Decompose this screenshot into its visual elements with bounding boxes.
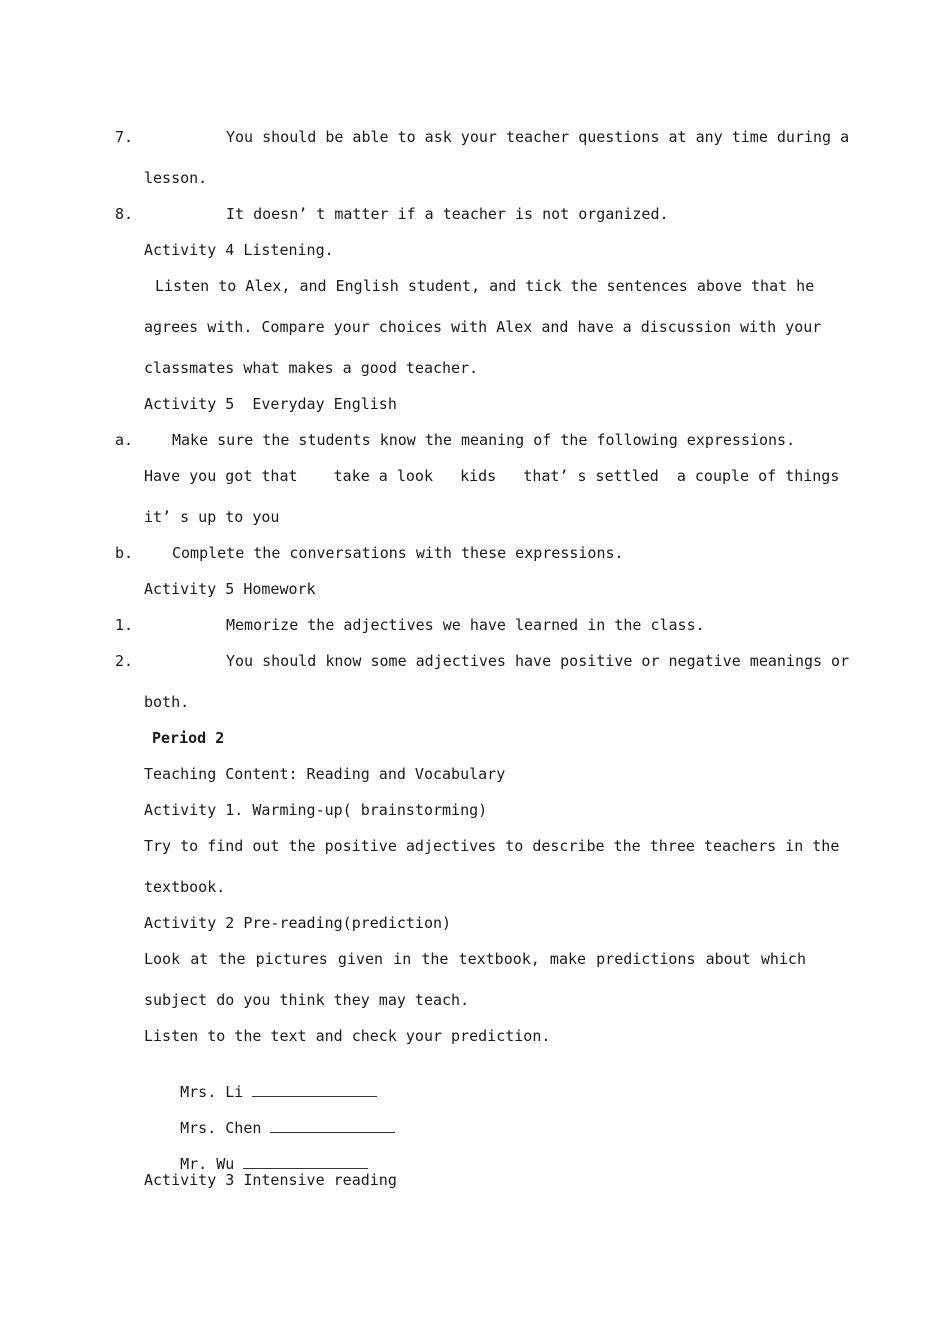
mrs-chen-row: [144, 1098, 395, 1137]
mr-wu-row: [144, 1134, 368, 1173]
activity-2-text-line3: Listen to the text and check your prediction.: [144, 1027, 551, 1045]
activity-1-text-line2: textbook.: [144, 878, 226, 896]
homework-2-number: 2.: [115, 652, 134, 670]
homework-1-text: Memorize the adjectives we have learned in the class.: [226, 616, 705, 634]
mrs-li-blank[interactable]: [252, 1082, 377, 1097]
mr-wu-blank[interactable]: [243, 1154, 368, 1169]
homework-1-number: 1.: [115, 616, 134, 634]
expressions-line1: Have you got that take a look kids that’ s settled a couple of things: [144, 467, 840, 485]
item-7-text-line1: You should be able to ask your teacher questions at any time during a: [226, 128, 850, 146]
mr-wu-label: Mr. Wu: [180, 1155, 244, 1173]
item-7-number: 7.: [115, 128, 134, 146]
item-8-text: It doesn’ t matter if a teacher is not organized.: [226, 205, 669, 223]
activity-4-text-line3: classmates what makes a good teacher.: [144, 359, 479, 377]
activity-3-title: Activity 3 Intensive reading: [144, 1171, 397, 1189]
homework-2-text-line2: both.: [144, 693, 190, 711]
activity-2-text-line2: subject do you think they may teach.: [144, 991, 470, 1009]
activity-4-title: Activity 4 Listening.: [144, 241, 334, 259]
activity-5-title: Activity 5 Everyday English: [144, 395, 397, 413]
mrs-li-row: [144, 1062, 377, 1101]
activity-2-title: Activity 2 Pre-reading(prediction): [144, 914, 452, 932]
activity-1-title: Activity 1. Warming-up( brainstorming): [144, 801, 488, 819]
activity-5-b-number: b.: [115, 544, 134, 562]
expressions-line2: it’ s up to you: [144, 508, 280, 526]
item-8-number: 8.: [115, 205, 134, 223]
homework-2-text-line1: You should know some adjectives have positive or negative meanings or: [226, 652, 850, 670]
activity-5-b-text: Complete the conversations with these expressions.: [172, 544, 624, 562]
activity-2-text-line1: Look at the pictures given in the textbook, make predictions about which: [144, 950, 806, 968]
activity-4-text-line2: agrees with. Compare your choices with Alex and have a discussion with your: [144, 318, 822, 336]
mrs-chen-label: Mrs. Chen: [180, 1119, 271, 1137]
item-7-text-line2: lesson.: [144, 169, 208, 187]
mrs-li-label: Mrs. Li: [180, 1083, 253, 1101]
homework-title: Activity 5 Homework: [144, 580, 316, 598]
teaching-content: Teaching Content: Reading and Vocabulary: [144, 765, 506, 783]
activity-1-text-line1: Try to find out the positive adjectives to describe the three teachers in the: [144, 837, 840, 855]
activity-5-a-number: a.: [115, 431, 134, 449]
activity-4-text-line1: Listen to Alex, and English student, and tick the sentences above that he: [155, 277, 815, 295]
period-2-heading: Period 2: [152, 729, 225, 747]
activity-5-a-text: Make sure the students know the meaning of the following expressions.: [172, 431, 796, 449]
mrs-chen-blank[interactable]: [270, 1118, 395, 1133]
